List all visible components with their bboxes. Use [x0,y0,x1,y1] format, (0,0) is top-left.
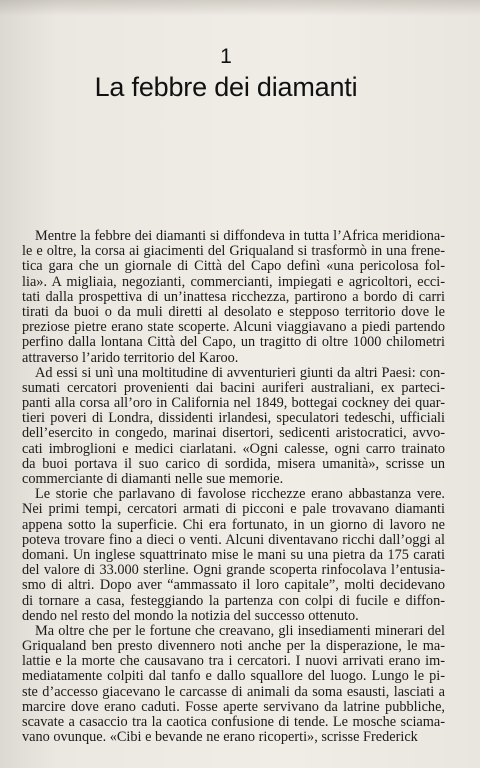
text-line: lia». A migliaia, negozianti, commercianti, impiegati e agricoltori, ecci- [22,273,445,290]
text-line: lattie e la morte che causavano tra i cercatori. I nuovi arrivati erano im- [22,653,445,670]
text-line: marcire dove erano caduti. Fosse aperte servivano da latrine pubbliche, [22,698,445,715]
paragraph [22,366,445,488]
paragraph [22,229,445,366]
text-line: Ad essi si unì una moltitudine di avventurieri giunti da altri Paesi: con- [35,364,445,381]
chapter-title: La febbre dei diamanti [94,72,358,102]
text-line: Nei primi tempi, cercatori armati di picconi e pale trovavano diamanti [22,501,445,518]
text-line: tica gara che un giornale di Città del Capo definì «una pericolosa fol- [22,258,445,275]
text-line: tieri poveri di Londra, dissidenti irlandesi, speculatori tedeschi, ufficiali [22,410,445,427]
text-line: attraverso l’arido territorio del Karoo. [22,349,239,366]
body-text [22,229,445,745]
chapter-number: 1 [220,45,232,68]
paragraph [22,624,445,746]
text-line: le e oltre, la corsa ai giacimenti del Griqualand si trasformò in una frene- [22,243,445,260]
text-line: tirati da buoi o da muli diretti al desolato e stepposo territorio dove le [22,303,445,320]
text-line: da buoi portava il suo carico di sordida, misera umanità», scrisse un [22,455,445,472]
text-line: preziose pietre erano state scoperte. Alcuni viaggiavano a piedi partendo [22,319,445,336]
text-line: cati imbroglioni e medici ciarlatani. «Ogni calesse, ogni carro trainato [22,440,445,457]
text-line: ste d’accesso giacevano le carcasse di animali da soma esausti, lasciati a [22,683,445,700]
text-line: scavate a casaccio tra la caotica confusione di tende. Le mosche sciama- [22,714,445,730]
text-line: di tornare a casa, festeggiando la partenza con colpi di fucile e diffon- [22,592,445,609]
text-line: poteva trovare fino a dieci o venti. Alcuni diventavano ricchi dall’oggi al [22,531,445,548]
text-line: Griqualand ben presto divennero noti anche per la disperazione, le ma- [22,638,445,655]
text-line: Ma oltre che per le fortune che creavano, gli insediamenti minerari del [35,622,445,639]
text-line: Le storie che parlavano di favolose ricchezze erano abbastanza vere. [35,486,445,503]
text-line: sumati cercatori provenienti dai bacini auriferi australiani, ex parteci- [22,379,445,396]
text-line: appena sotto la superficie. Chi era fortunato, in un giorno di lavoro ne [22,516,445,533]
text-line: tati dalla prospettiva di un’inattesa ricchezza, partirono a bordo di carri [22,288,445,305]
text-line: panti alla corsa all’oro in California nel 1849, bottegai cockney dei quar- [22,395,445,412]
text-line: dell’esercito in congedo, marinai disertori, sedicenti aristocratici, avvo- [22,425,445,442]
text-line: vano ovunque. «Cibi e bevande ne erano ricoperti», scrisse Frederick [22,729,418,746]
text-line: smo di altri. Dopo aver “ammassato il loro capitale”, molti decidevano [22,577,445,594]
text-line: mediatamente colpiti dal tanfo e dallo squallore del luogo. Lungo le pi- [22,668,445,685]
text-line: perfino dalla lontana Città del Capo, un tragitto di oltre 1000 chilometri [22,334,445,351]
text-line: Mentre la febbre dei diamanti si diffondeva in tutta l’Africa meridiona- [35,228,445,244]
text-line: del valore di 33.000 sterline. Ogni grande scoperta rinfocolava l’entusia- [22,562,445,579]
text-line: commerciante di diamanti nelle sue memorie. [22,471,284,487]
paragraph [22,487,445,624]
text-line: dendo nel resto del mondo la notizia del successo ottenuto. [22,607,359,624]
text-line: domani. Un inglese squattrinato mise le mani su una pietra da 175 carati [22,546,445,563]
page-shadow [0,0,480,16]
